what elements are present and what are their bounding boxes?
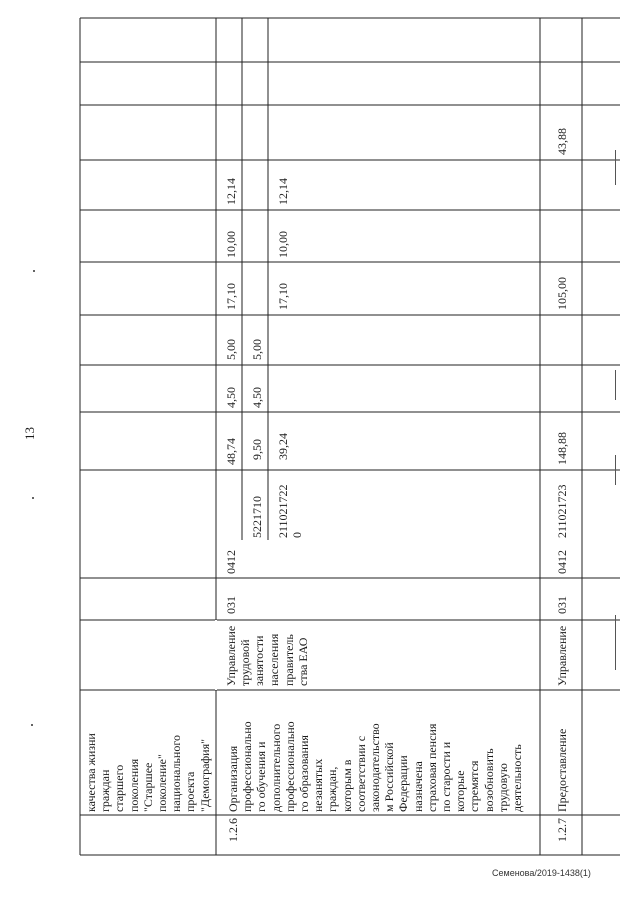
row-126-description: Организация профессионально го обучения и дополнительного профессионально го образования незанятых граждан, которым в соответствии с законодательство м Российской Федерации назначена страховая пенсия по старости и которые стремятся возобновить трудовую деятельность bbox=[226, 721, 525, 812]
row-127-executor: Управление bbox=[555, 625, 569, 686]
page-number: 13 bbox=[22, 427, 37, 440]
scan-speck bbox=[32, 497, 34, 499]
scan-edge-mark bbox=[615, 615, 616, 670]
row-126-executor-a: Управление трудовой занятости населения bbox=[224, 625, 281, 686]
row-126-2020-main: 5,00 bbox=[224, 339, 238, 360]
row-127-grbs: 031 bbox=[555, 596, 569, 614]
row-127-rzpr: 0412 bbox=[555, 550, 569, 574]
scan-edge-mark bbox=[615, 150, 616, 185]
scan-edge-mark bbox=[615, 370, 616, 400]
row-126-2022-main: 10,00 bbox=[224, 231, 238, 258]
row-127-total: 148,88 bbox=[555, 432, 569, 465]
row-126-2020-1: 5,00 bbox=[250, 339, 264, 360]
row-126-2021-main: 17,10 bbox=[224, 283, 238, 310]
row-126-2021-2: 17,10 bbox=[276, 283, 290, 310]
row-126-2023-main: 12,14 bbox=[224, 178, 238, 205]
row-126-csr-1: 5221710 bbox=[250, 496, 264, 538]
document-footer: Семенова/2019-1438(1) bbox=[492, 868, 591, 878]
row-126-2019-1: 4,50 bbox=[250, 387, 264, 408]
row-126-2023-2: 12,14 bbox=[276, 178, 290, 205]
row-127-2021: 105,00 bbox=[555, 277, 569, 310]
row-126-total-2: 39,24 bbox=[276, 433, 290, 460]
row-126-executor-b: правитель ства ЕАО bbox=[282, 634, 311, 686]
row-126-rzpr: 0412 bbox=[224, 550, 238, 574]
row-126-2022-2: 10,00 bbox=[276, 231, 290, 258]
row-126-total-1: 9,50 bbox=[250, 439, 264, 460]
row-126-csr-2: 211021722 0 bbox=[276, 484, 305, 538]
scan-speck bbox=[33, 270, 35, 272]
row-126-total-main: 48,74 bbox=[224, 438, 238, 465]
row-127-csr: 211021723 bbox=[555, 484, 569, 538]
scan-speck bbox=[31, 724, 33, 726]
scan-edge-mark bbox=[615, 455, 616, 485]
row-127-2024: 43,88 bbox=[555, 128, 569, 155]
row-126-grbs: 031 bbox=[224, 596, 238, 614]
row-126-2019-main: 4,50 bbox=[224, 387, 238, 408]
row-126-number: 1.2.6 bbox=[226, 818, 240, 842]
row-127-number: 1.2.7 bbox=[555, 818, 569, 842]
prev-row-description: качества жизни граждан старшего поколения "Старшее поколение" национального проекта "Демография" bbox=[84, 733, 212, 812]
row-127-description: Предоставление bbox=[555, 728, 569, 812]
